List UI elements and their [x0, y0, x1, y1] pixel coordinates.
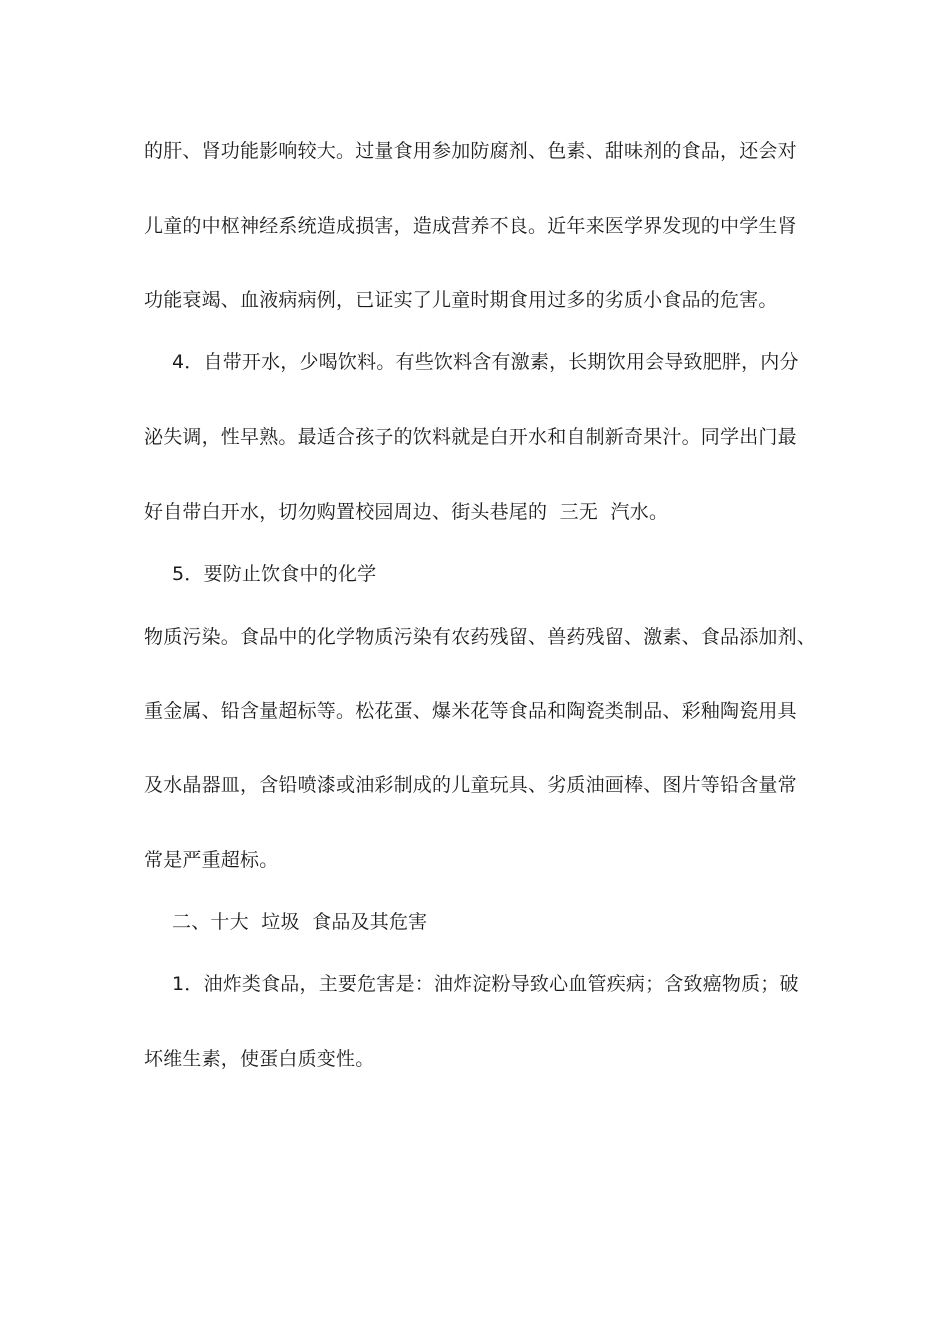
- paragraph-line-4: 4．自带开水，少喝饮料。有些饮料含有激素，长期饮用会导致肥胖，内分: [172, 351, 799, 373]
- paragraph-line-6: 好自带白开水，切勿购置校园周边、街头巷尾的 三无 汽水。: [144, 501, 669, 523]
- paragraph-line-3: 功能衰竭、血液病病例，已证实了儿童时期食用过多的劣质小食品的危害。: [144, 289, 778, 311]
- paragraph-line-13: 1．油炸类食品，主要危害是：油炸淀粉导致心血管疾病；含致癌物质；破: [172, 973, 799, 995]
- paragraph-line-10: 及水晶器皿，含铅喷漆或油彩制成的儿童玩具、劣质油画棒、图片等铅含量常: [144, 774, 797, 796]
- paragraph-line-5: 泌失调，性早熟。最适合孩子的饮料就是白开水和自制新奇果汁。同学出门最: [144, 426, 797, 448]
- paragraph-line-2: 儿童的中枢神经系统造成损害，造成营养不良。近年来医学界发现的中学生肾: [144, 215, 797, 237]
- section-heading: 二、十大 垃圾 食品及其危害: [172, 911, 428, 933]
- paragraph-line-9: 重金属、铅含量超标等。松花蛋、爆米花等食品和陶瓷类制品、彩釉陶瓷用具: [144, 700, 797, 722]
- paragraph-line-7: 5．要防止饮食中的化学: [172, 563, 377, 585]
- paragraph-line-8: 物质污染。食品中的化学物质污染有农药残留、兽药残留、激素、食品添加剂、: [144, 626, 817, 648]
- paragraph-line-11: 常是严重超标。: [144, 849, 279, 871]
- paragraph-line-14: 坏维生素，使蛋白质变性。: [144, 1048, 375, 1070]
- paragraph-line-1: 的肝、肾功能影响较大。过量食用参加防腐剂、色素、甜味剂的食品，还会对: [144, 140, 797, 162]
